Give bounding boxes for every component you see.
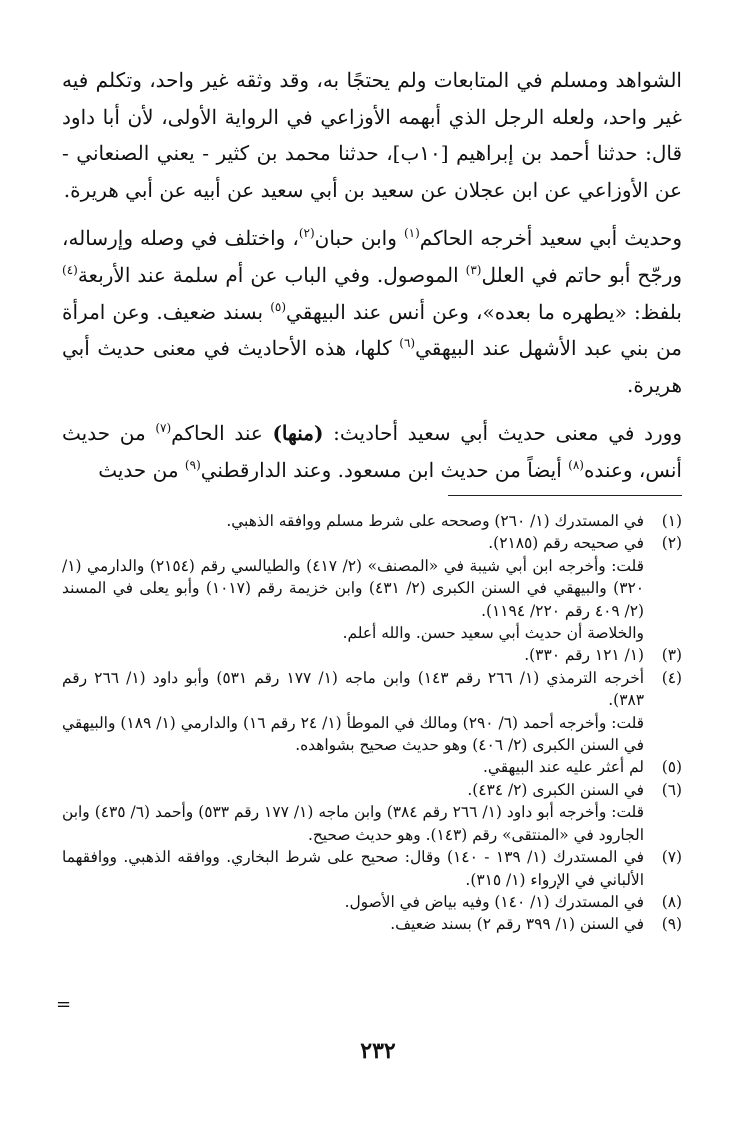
text-run: وورد في معنى حديث أبي سعيد أحاديث:: [323, 421, 682, 446]
footnote-text: في السنن الكبرى (٢/ ٤٣٤).: [467, 780, 644, 799]
footnote-5: [62, 756, 682, 778]
footnote-text: في المستدرك (١/ ٢٦٠) وصححه على شرط مسلم ووافقه الذهبي.: [226, 512, 644, 530]
footnote-text: أخرجه الترمذي (١/ ٢٦٦ رقم ١٤٣) وابن ماجه (١/ ١٧٧ رقم ٥٣١) وأبو داود (١/ ٢٦٦ رقم ٣٨٣).: [62, 668, 645, 710]
text-run: وحديث أبي سعيد أخرجه الحاكم: [419, 226, 682, 251]
footnote-4-comment: قلت: وأخرجه أحمد (٦/ ٢٩٠) ومالك في الموطأ (١/ ٢٤ رقم ١٦) والدارمي (١/ ١٨٩) والبيهقي في السنن الكبرى (٢/ ٤٠٦) وهو حديث صحيح بشواهده.: [62, 713, 645, 755]
footnote-ref-1: (١): [403, 226, 420, 241]
footnote-number: (٨): [661, 892, 682, 911]
footnote-3: [62, 644, 682, 666]
text-run: الموصول. وفي الباب عن أم سلمة عند الأربعة: [77, 262, 466, 287]
footnote-9: [62, 913, 682, 935]
footnote-text: في صحيحه رقم (٢١٨٥).: [488, 534, 644, 553]
footnote-ref-2: (٢): [298, 226, 315, 241]
text-run: عند الحاكم: [171, 421, 273, 446]
footnote-number: (٤): [661, 668, 682, 687]
text-run: وابن حبان: [314, 226, 404, 251]
footnote-number: (٣): [661, 646, 682, 665]
main-text: [62, 62, 682, 489]
paragraph-2: [62, 220, 682, 403]
footnote-7: [62, 846, 682, 891]
footnote-number: (٩): [661, 915, 682, 934]
footnote-text: في المستدرك (١/ ١٣٩ - ١٤٠) وقال: صحيح على شرط البخاري. ووافقه الذهبي. ووافقهما الألباني في الإرواء (١/ ٣١٥).: [62, 848, 644, 889]
footnote-ref-8: (٨): [568, 457, 584, 472]
text-run: من حديث أنس، وعنده: [62, 421, 682, 482]
page-number: ٢٣٢: [360, 1038, 396, 1064]
footnote-number: (٦): [661, 780, 682, 799]
footnote-number: (١): [661, 512, 682, 530]
footnote-6-comment: قلت: وأخرجه أبو داود (١/ ٢٦٦ رقم ٣٨٤) وابن ماجه (١/ ١٧٧ رقم ٥٣٣) وأحمد (٦/ ٤٣٥) وابن الجارود في «المنتقى» رقم (١٤٣). وهو حديث صحيح.: [62, 803, 645, 844]
footnote-ref-6: (٦): [399, 336, 416, 351]
footnote-ref-4: (٤): [62, 262, 78, 277]
text-run: أيضاً من حديث ابن مسعود. وعند الدارقطني: [200, 457, 569, 482]
bold-term: (منها): [272, 421, 324, 446]
paragraph-3: [62, 415, 682, 488]
footnote-ref-3: (٣): [465, 262, 482, 277]
paragraph-1: الشواهد ومسلم في المتابعات ولم يحتجًا به، وقد وثقه غير واحد، وتكلم فيه غير واحد، ولعله الرجل الذي أبهمه الأوزاعي في الرواية الأولى، لأن أبا داود قال: حدثنا أحمد بن إبراهيم [١٠ب]، حدثنا محمد بن كثير - يعني الصنعاني - عن الأوزاعي عن ابن عجلان عن سعيد بن أبي سعيد عن أبيه عن أبي هريرة.: [62, 68, 683, 202]
text-run: من حديث: [98, 457, 185, 482]
text-run: كلها، هذه الأحاديث في معنى حديث أبي هريرة.: [62, 336, 682, 397]
footnote-6: [62, 779, 682, 801]
footnote-ref-9: (٩): [184, 457, 201, 472]
footnotes: [62, 510, 682, 936]
footnote-2: [62, 532, 682, 554]
footnote-4: [62, 667, 682, 712]
footnote-number: (٥): [661, 758, 682, 777]
text-run: بسند ضعيف. وعن امرأة من بني عبد الأشهل عند البيهقي: [62, 299, 683, 361]
footnote-number: (٧): [661, 848, 682, 867]
footnote-1: [62, 510, 682, 532]
footnote-text: (١/ ١٢١ رقم ٣٣٠).: [524, 646, 644, 665]
footnote-8: [62, 891, 682, 913]
footnote-text: لم أعثر عليه عند البيهقي.: [482, 758, 644, 777]
footnote-number: (٢): [661, 534, 682, 553]
footnote-2-conclusion: والخلاصة أن حديث أبي سعيد حسن. والله أعلم.: [342, 624, 644, 643]
footnote-text: في المستدرك (١/ ١٤٠) وفيه بياض في الأصول.: [344, 892, 644, 911]
continuation-mark: =: [56, 994, 72, 1015]
text-run: بلفظ: «يطهره ما بعده»، وعن أنس عند البيهقي: [286, 299, 682, 324]
footnote-text: في السنن (١/ ٣٩٩ رقم ٢) بسند ضعيف.: [390, 915, 644, 934]
text-run: ، واختلف في وصله وإرساله، ورجّح أبو حاتم في العلل: [62, 226, 683, 287]
footnote-ref-5: (٥): [270, 299, 287, 314]
footnote-ref-7: (٧): [155, 421, 172, 436]
footnote-2-comment: قلت: وأخرجه ابن أبي شيبة في «المصنف» (٢/ ٤١٧) والطيالسي رقم (٢١٥٤) والدارمي (١/ ٣٢٠) والبيهقي في السنن الكبرى (٢/ ٤٣١) وابن خزيمة رقم (١٠١٧) وأبو يعلى في المسند (٢/ ٤٠٩ رقم ٢٢٠/ ١١٩٤).: [62, 556, 645, 620]
footnote-separator: [448, 495, 682, 496]
